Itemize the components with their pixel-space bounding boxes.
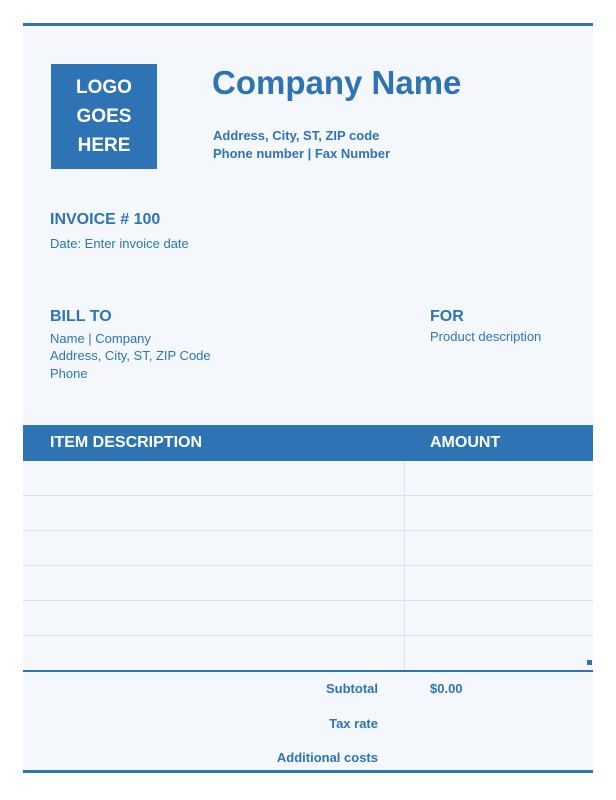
invoice-page	[23, 23, 593, 773]
item-amount-cell[interactable]	[405, 461, 593, 495]
item-description-cell[interactable]	[23, 566, 405, 600]
item-amount-cell[interactable]	[405, 636, 593, 670]
bill-to-address[interactable]: Address, City, ST, ZIP Code	[50, 348, 211, 363]
item-description-cell[interactable]	[23, 496, 405, 530]
header-amount: AMOUNT	[430, 434, 501, 451]
subtotal-value[interactable]: $0.00	[430, 681, 463, 696]
item-description-cell[interactable]	[23, 601, 405, 635]
table-row	[23, 531, 593, 566]
company-address[interactable]: Address, City, ST, ZIP code	[213, 128, 380, 143]
table-row	[23, 461, 593, 496]
bill-to-name[interactable]: Name | Company	[50, 331, 151, 346]
item-table-body	[23, 461, 593, 671]
invoice-number[interactable]: INVOICE # 100	[50, 211, 161, 228]
subtotal-label: Subtotal	[326, 681, 378, 696]
table-row	[23, 601, 593, 636]
table-row	[23, 496, 593, 531]
table-row	[23, 566, 593, 601]
table-row	[23, 636, 593, 671]
item-amount-cell[interactable]	[405, 496, 593, 530]
item-amount-cell[interactable]	[405, 601, 593, 635]
table-header	[23, 425, 593, 461]
company-contact[interactable]: Phone number | Fax Number	[213, 146, 390, 161]
item-description-cell[interactable]	[23, 461, 405, 495]
for-title: FOR	[430, 308, 464, 325]
item-amount-cell[interactable]	[405, 531, 593, 565]
tax-rate-label: Tax rate	[329, 716, 378, 731]
additional-costs-label: Additional costs	[276, 750, 378, 765]
item-description-cell[interactable]	[23, 636, 405, 670]
table-resize-handle[interactable]	[587, 660, 592, 665]
table-bottom-border	[23, 670, 593, 672]
invoice-date[interactable]: Date: Enter invoice date	[50, 236, 189, 251]
header-item-description: ITEM DESCRIPTION	[50, 434, 203, 451]
bill-to-title: BILL TO	[50, 308, 112, 325]
company-name[interactable]: Company Name	[212, 64, 462, 101]
bill-to-phone[interactable]: Phone	[50, 366, 88, 381]
item-description-cell[interactable]	[23, 531, 405, 565]
logo-placeholder[interactable]: LOGO GOES HERE	[51, 64, 157, 169]
item-amount-cell[interactable]	[405, 566, 593, 600]
for-description[interactable]: Product description	[430, 329, 542, 344]
